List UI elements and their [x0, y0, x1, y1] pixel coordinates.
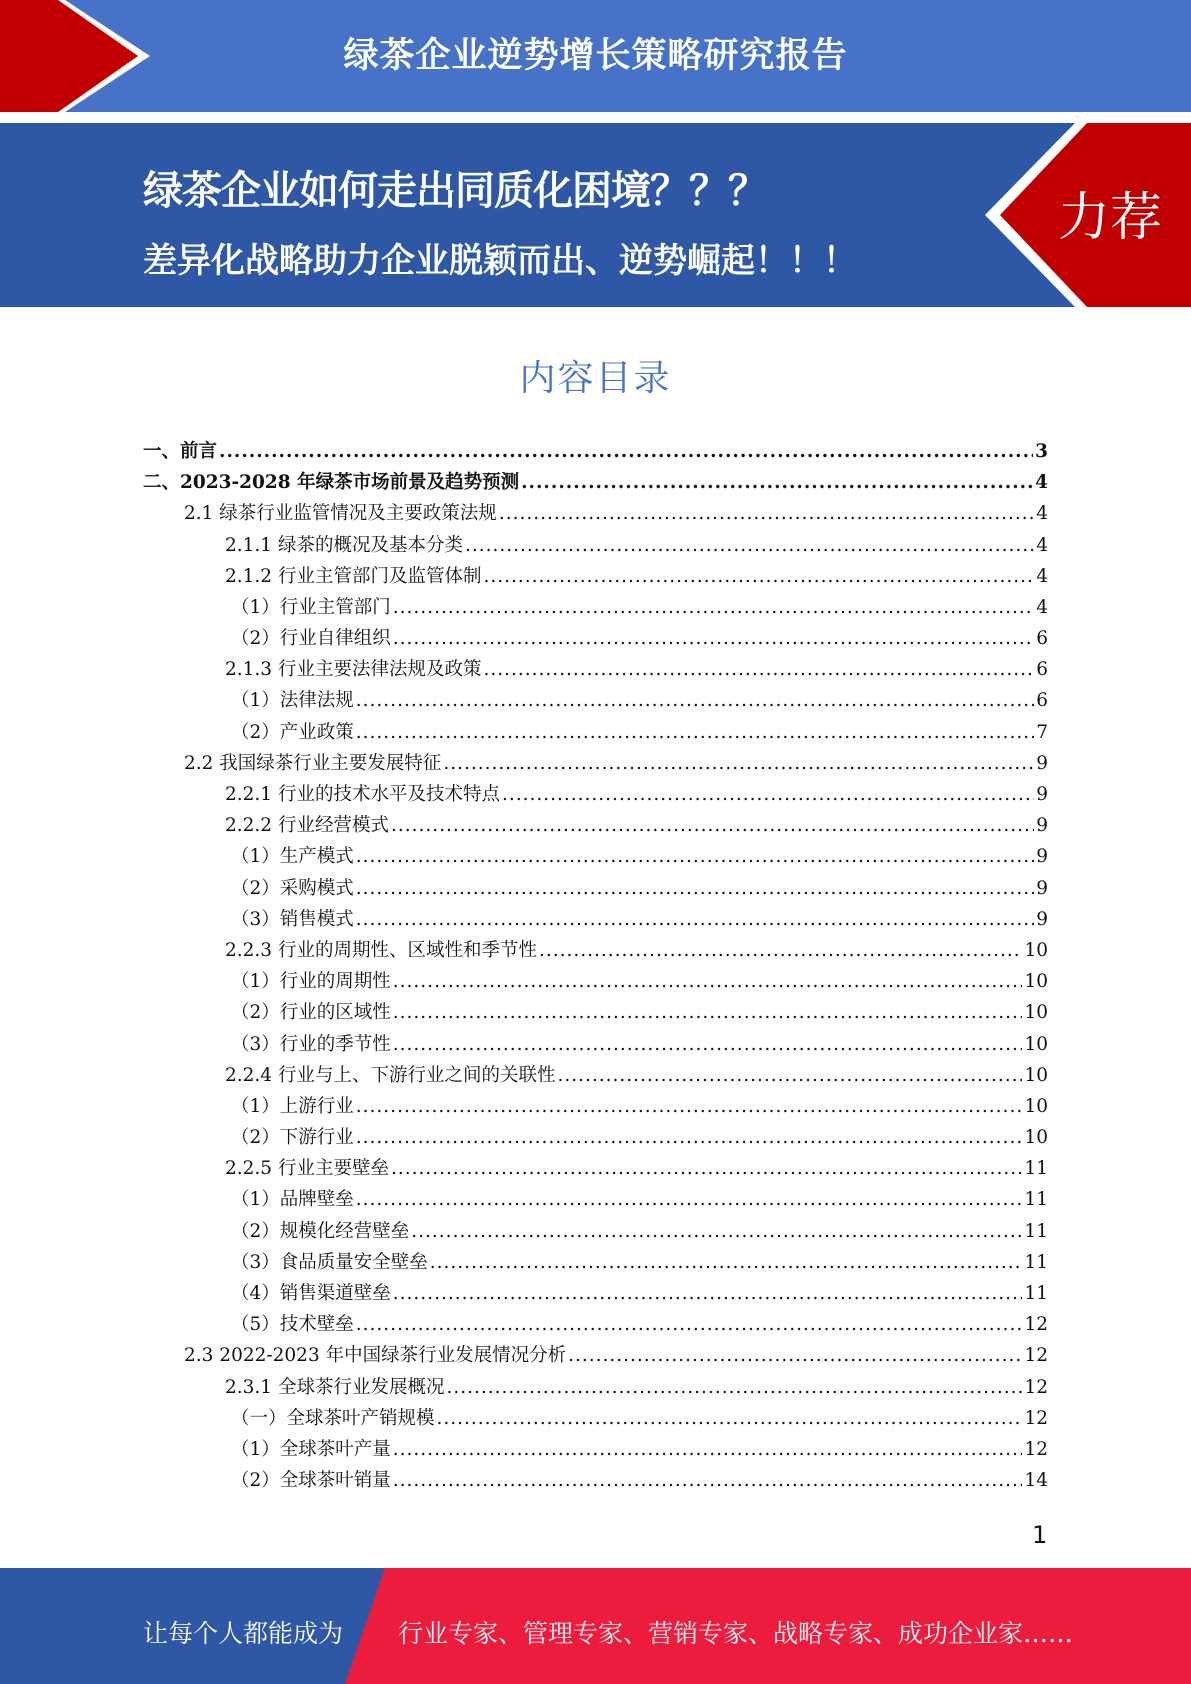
toc-entry-page: 4 — [1035, 472, 1048, 494]
toc-leader-dots — [446, 1372, 1022, 1403]
toc-entry-page: 9 — [1036, 784, 1048, 806]
toc-leader-dots — [539, 935, 1022, 966]
toc-entry[interactable] — [143, 530, 1048, 561]
toc-entry[interactable] — [143, 592, 1048, 623]
toc-entry[interactable] — [143, 1029, 1048, 1060]
toc-entry-page: 7 — [1036, 721, 1048, 743]
toc-entry[interactable] — [143, 1122, 1048, 1153]
toc-entry[interactable] — [143, 1060, 1048, 1091]
toc-entry-label: （3）行业的季节性 — [231, 1033, 391, 1055]
toc-entry-label: （3）销售模式 — [231, 908, 354, 930]
toc-leader-dots — [356, 1309, 1023, 1340]
toc-entry[interactable] — [143, 623, 1048, 654]
toc-leader-dots — [443, 748, 1034, 779]
toc-entry-label: 一、前言 — [143, 440, 218, 462]
toc-entry-page: 4 — [1036, 534, 1048, 556]
toc-leader-dots — [391, 1153, 1022, 1184]
toc-entry-label: （1）品牌壁垒 — [231, 1189, 354, 1211]
toc-entry[interactable] — [143, 1278, 1048, 1309]
toc-leader-dots — [393, 592, 1034, 623]
toc-title: 内容目录 — [519, 358, 672, 399]
toc-entry-label: （3）食品质量安全壁垒 — [231, 1251, 428, 1273]
toc-entry-label: 2.1.2 行业主管部门及监管体制 — [225, 565, 482, 587]
toc-entry-label: 2.3 2022-2023 年中国绿茶行业发展情况分析 — [184, 1345, 567, 1367]
toc-entry-page: 10 — [1024, 1002, 1048, 1024]
toc-entry[interactable] — [143, 717, 1048, 748]
toc-entry-page: 3 — [1035, 440, 1048, 462]
toc-leader-dots — [356, 1184, 1023, 1215]
footer-slogan-left: 让每个人都能成为 — [143, 1619, 344, 1648]
toc-entry-page: 6 — [1036, 628, 1048, 650]
toc-entry-label: 2.2.5 行业主要壁垒 — [225, 1158, 389, 1180]
toc-entry[interactable] — [143, 1216, 1048, 1247]
page-number: 1 — [1032, 1521, 1048, 1549]
footer-banner — [0, 1568, 1191, 1684]
toc-leader-dots — [411, 1216, 1022, 1247]
toc-entry[interactable] — [143, 561, 1048, 592]
toc-leader-dots — [557, 1060, 1022, 1091]
toc-entry-page: 11 — [1024, 1158, 1048, 1180]
toc-leader-dots — [356, 841, 1034, 872]
toc-leader-dots — [499, 498, 1034, 529]
toc-leader-dots — [430, 1247, 1023, 1278]
toc-entry[interactable] — [143, 841, 1048, 872]
toc-entry-label: （4）销售渠道壁垒 — [231, 1283, 391, 1305]
toc-entry-page: 6 — [1036, 659, 1048, 681]
toc-entry-page: 9 — [1036, 815, 1048, 837]
toc-entry-page: 4 — [1036, 596, 1048, 618]
toc-entry-label: 2.1 绿茶行业监管情况及主要政策法规 — [184, 503, 497, 525]
toc-entry[interactable] — [143, 1340, 1048, 1371]
toc-entry-label: （1）上游行业 — [231, 1095, 354, 1117]
toc-entry-page: 9 — [1036, 752, 1048, 774]
toc-entry-label: 2.1.3 行业主要法律法规及政策 — [225, 659, 482, 681]
toc-entry-label: （2）全球茶叶销量 — [231, 1470, 391, 1492]
toc-entry-page: 10 — [1024, 939, 1048, 961]
toc-leader-dots — [483, 561, 1034, 592]
toc-entry-label: （1）全球茶叶产量 — [231, 1438, 391, 1460]
toc-entry[interactable] — [143, 1465, 1048, 1496]
toc-entry-page: 6 — [1036, 690, 1048, 712]
toc-entry-page: 11 — [1024, 1189, 1048, 1211]
table-of-contents — [143, 436, 1048, 1496]
recommend-badge-text: 力荐 — [1058, 188, 1163, 248]
report-title: 绿茶企业逆势增长策略研究报告 — [343, 36, 848, 76]
toc-entry-page: 12 — [1024, 1407, 1048, 1429]
toc-entry-label: 二、2023-2028 年绿茶市场前景及趋势预测 — [143, 472, 520, 494]
toc-entry[interactable] — [143, 997, 1048, 1028]
toc-entry-label: （2）行业的区域性 — [231, 1002, 391, 1024]
toc-leader-dots — [521, 467, 1033, 498]
toc-entry[interactable] — [143, 1185, 1048, 1216]
hero-banner — [0, 123, 1191, 307]
toc-leader-dots — [465, 530, 1034, 561]
toc-entry-page: 12 — [1024, 1345, 1048, 1367]
toc-entry[interactable] — [143, 1372, 1048, 1403]
toc-entry[interactable] — [143, 904, 1048, 935]
toc-entry[interactable] — [143, 1247, 1048, 1278]
toc-entry-page: 11 — [1024, 1251, 1048, 1273]
toc-leader-dots — [356, 685, 1034, 716]
toc-entry-label: （2）规模化经营壁垒 — [231, 1220, 410, 1242]
toc-entry-label: （一）全球茶叶产销规模 — [231, 1407, 435, 1429]
toc-leader-dots — [393, 997, 1023, 1028]
toc-entry-page: 4 — [1036, 503, 1048, 525]
toc-leader-dots — [437, 1403, 1023, 1434]
toc-entry-page: 12 — [1024, 1314, 1048, 1336]
toc-leader-dots — [356, 1122, 1023, 1153]
hero-subheadline: 差异化战略助力企业脱颖而出、逆势崛起！！！ — [143, 241, 857, 281]
toc-entry-label: 2.3.1 全球茶行业发展概况 — [225, 1376, 445, 1398]
toc-entry[interactable] — [143, 748, 1048, 779]
toc-entry-page: 10 — [1024, 1127, 1048, 1149]
toc-entry-label: 2.2.4 行业与上、下游行业之间的关联性 — [225, 1064, 556, 1086]
toc-leader-dots — [219, 436, 1033, 467]
toc-entry-page: 11 — [1024, 1220, 1048, 1242]
toc-entry-page: 12 — [1024, 1376, 1048, 1398]
top-banner — [0, 0, 1191, 112]
toc-entry-label: （2）采购模式 — [231, 877, 354, 899]
toc-entry-page: 11 — [1024, 1283, 1048, 1305]
toc-entry-label: 2.2.2 行业经营模式 — [225, 815, 389, 837]
toc-entry-label: （2）下游行业 — [231, 1127, 354, 1149]
toc-entry[interactable] — [143, 686, 1048, 717]
toc-entry-label: （1）行业的周期性 — [231, 971, 391, 993]
toc-entry-page: 9 — [1036, 877, 1048, 899]
toc-leader-dots — [483, 654, 1034, 685]
toc-entry-page: 10 — [1024, 971, 1048, 993]
toc-leader-dots — [356, 904, 1034, 935]
toc-entry-label: （2）产业政策 — [231, 721, 354, 743]
toc-entry[interactable] — [143, 1153, 1048, 1184]
toc-entry-label: （2）行业自律组织 — [231, 628, 391, 650]
toc-leader-dots — [393, 966, 1023, 997]
toc-leader-dots — [393, 623, 1034, 654]
toc-entry[interactable] — [143, 498, 1048, 529]
toc-entry-label: （5）技术壁垒 — [231, 1314, 354, 1336]
toc-entry-label: 2.1.1 绿茶的概况及基本分类 — [225, 534, 463, 556]
toc-entry-page: 10 — [1024, 1095, 1048, 1117]
toc-entry[interactable] — [143, 810, 1048, 841]
toc-entry-label: 2.2 我国绿茶行业主要发展特征 — [184, 752, 442, 774]
toc-entry[interactable] — [143, 467, 1048, 498]
toc-entry[interactable] — [143, 1403, 1048, 1434]
toc-entry-page: 4 — [1036, 565, 1048, 587]
toc-leader-dots — [393, 1465, 1023, 1496]
toc-entry-page: 10 — [1024, 1033, 1048, 1055]
hero-headline: 绿茶企业如何走出同质化困境？？？ — [143, 168, 767, 214]
toc-entry-page: 10 — [1024, 1064, 1048, 1086]
footer-slogan-right: 行业专家、管理专家、营销专家、战略专家、成功企业家…… — [398, 1619, 1074, 1648]
toc-entry[interactable] — [143, 966, 1048, 997]
toc-leader-dots — [393, 1029, 1023, 1060]
toc-entry-label: （1）生产模式 — [231, 846, 354, 868]
toc-leader-dots — [393, 1278, 1023, 1309]
toc-leader-dots — [356, 1091, 1023, 1122]
toc-entry-page: 14 — [1024, 1470, 1048, 1492]
toc-entry[interactable] — [143, 873, 1048, 904]
toc-leader-dots — [568, 1340, 1022, 1371]
toc-leader-dots — [356, 717, 1034, 748]
toc-entry-label: 2.2.3 行业的周期性、区域性和季节性 — [225, 939, 537, 961]
toc-entry-page: 9 — [1036, 846, 1048, 868]
toc-entry[interactable] — [143, 1309, 1048, 1340]
toc-entry[interactable] — [143, 779, 1048, 810]
toc-entry-label: （1）行业主管部门 — [231, 596, 391, 618]
toc-entry-page: 9 — [1036, 908, 1048, 930]
toc-leader-dots — [393, 1434, 1023, 1465]
toc-entry[interactable] — [143, 654, 1048, 685]
toc-entry-label: （1）法律法规 — [231, 690, 354, 712]
toc-leader-dots — [502, 779, 1034, 810]
toc-entry[interactable] — [143, 1091, 1048, 1122]
toc-leader-dots — [391, 810, 1034, 841]
toc-entry[interactable] — [143, 436, 1048, 467]
toc-leader-dots — [356, 873, 1034, 904]
toc-entry[interactable] — [143, 1434, 1048, 1465]
toc-entry-label: 2.2.1 行业的技术水平及技术特点 — [225, 784, 500, 806]
toc-entry[interactable] — [143, 935, 1048, 966]
toc-entry-page: 12 — [1024, 1438, 1048, 1460]
